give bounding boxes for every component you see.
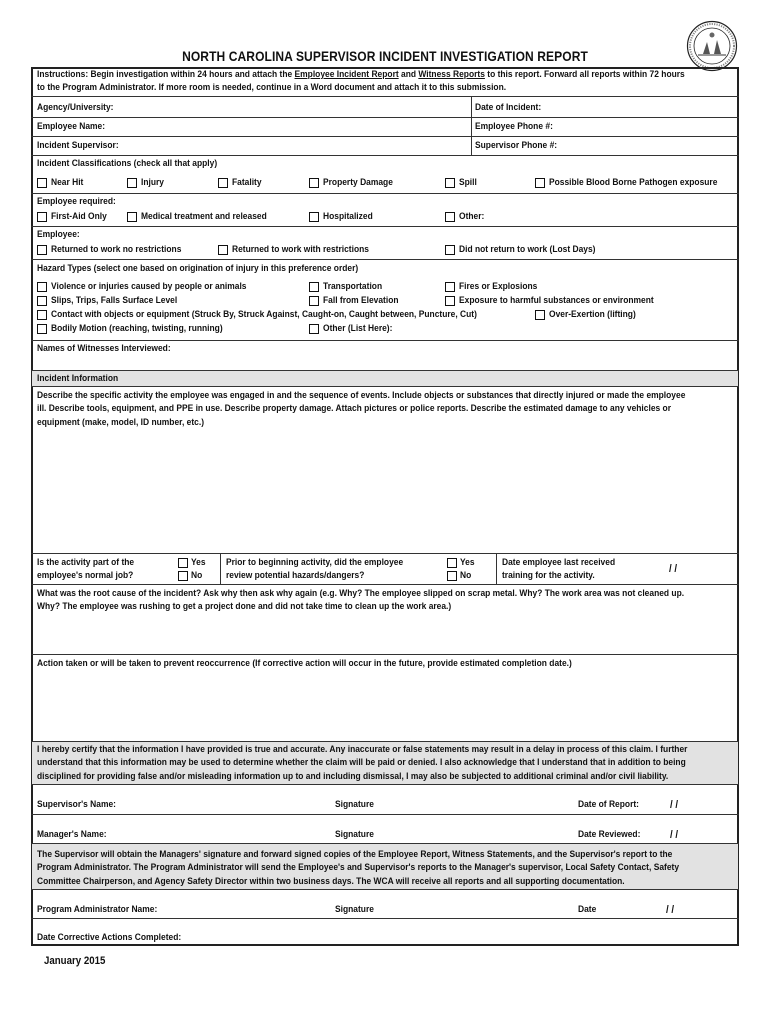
prompt-line: Describe the specific activity the employee was engaged in and the sequence of events. Include objects or substances that directly injured or made the employee <box>37 390 686 401</box>
fatality-label: Fatality <box>232 177 262 188</box>
statement-line: understand that this information may be used to determine whether the claim will be paid or denied. I also acknowledge that I understand that in addition to being <box>37 757 686 769</box>
statement-line: The Supervisor will obtain the Managers' signature and forward signed copies of the Employee Report, Witness Statements, and the Supervisor's report to the <box>37 849 673 860</box>
other-required-label: Other: <box>459 211 485 222</box>
normal-job-no-checkbox[interactable] <box>178 571 188 581</box>
transportation-checkbox[interactable] <box>309 282 319 292</box>
statement-line: Committee Chairperson, and Agency Safety Director within two business days. The WCA will receive all reports and all supporting documentation. <box>37 875 625 887</box>
fall-elevation-label: Fall from Elevation <box>323 295 399 306</box>
exposure-checkbox[interactable] <box>445 296 455 306</box>
date-reviewed-field[interactable]: Date Reviewed: <box>578 829 641 840</box>
witness-reports-link[interactable]: Witness Reports <box>418 69 485 80</box>
instructions <box>37 68 732 95</box>
overexertion-checkbox[interactable] <box>535 310 545 320</box>
property-damage-checkbox[interactable] <box>309 178 319 188</box>
agency-field[interactable]: Agency/University: <box>37 102 114 113</box>
instructions-text: to this report. Forward all reports within 72 hours <box>484 69 685 80</box>
spill-label: Spill <box>459 177 477 188</box>
fires-checkbox[interactable] <box>445 282 455 292</box>
bodily-motion-label: Bodily Motion (reaching, twisting, running) <box>51 323 223 334</box>
incident-supervisor-field[interactable]: Incident Supervisor: <box>37 140 119 151</box>
prompt-line: Why? The employee was rushing to get a project done and did not take time to clean up the work area.) <box>37 601 452 613</box>
certification-statement <box>37 743 732 783</box>
exposure-label: Exposure to harmful substances or environment <box>459 295 654 306</box>
first-aid-checkbox[interactable] <box>37 212 47 222</box>
other-hazard-checkbox[interactable] <box>309 324 319 334</box>
fall-elevation-checkbox[interactable] <box>309 296 319 306</box>
statement-line: disciplined for providing false and/or misleading information up to and including dismissal, I may also be subjected to additional criminal and/or civil liability. <box>37 770 669 782</box>
violence-label: Violence or injuries caused by people or animals <box>51 281 247 292</box>
property-damage-label: Property Damage <box>323 177 393 188</box>
review-hazards-yes-label: Yes <box>460 557 475 568</box>
forwarding-instructions <box>37 848 732 888</box>
program-admin-signature-field[interactable]: Signature <box>335 904 374 915</box>
question-line: Date employee last received <box>502 557 616 568</box>
first-aid-label: First-Aid Only <box>51 211 107 222</box>
question-line: employee's normal job? <box>37 570 134 582</box>
classifications-heading: Incident Classifications (check all that apply) <box>37 158 218 169</box>
other-required-checkbox[interactable] <box>445 212 455 222</box>
normal-job-yes-checkbox[interactable] <box>178 558 188 568</box>
program-admin-date-slashes: / / <box>666 904 675 916</box>
instructions-text: to the Program Administrator. If more room is needed, continue in a Word document and attach it to this submission. <box>37 82 507 94</box>
question-line: Prior to beginning activity, did the employee <box>226 557 404 568</box>
prompt-line: ill. Describe tools, equipment, and PPE in use. Describe property damage. Attach pictures or police reports. Describe the estimated damage to any vehicles or <box>37 403 672 415</box>
other-hazard-label: Other (List Here): <box>323 323 393 334</box>
fatality-checkbox[interactable] <box>218 178 228 188</box>
employee-phone-field[interactable]: Employee Phone #: <box>475 121 553 132</box>
bodily-motion-checkbox[interactable] <box>37 324 47 334</box>
transportation-label: Transportation <box>323 281 383 292</box>
violence-checkbox[interactable] <box>37 282 47 292</box>
contact-label: Contact with objects or equipment (Struck By, Struck Against, Caught-on, Caught between, Puncture, Cut) <box>51 309 477 320</box>
did-not-return-checkbox[interactable] <box>445 245 455 255</box>
normal-job-yes-label: Yes <box>191 557 206 568</box>
returned-with-restrictions-checkbox[interactable] <box>218 245 228 255</box>
hospitalized-checkbox[interactable] <box>309 212 319 222</box>
hazard-types-heading: Hazard Types (select one based on origination of injury in this preference order) <box>37 263 359 274</box>
returned-no-restrictions-checkbox[interactable] <box>37 245 47 255</box>
employee-status-heading: Employee: <box>37 229 80 240</box>
review-hazards-question <box>226 556 446 583</box>
review-hazards-yes-checkbox[interactable] <box>447 558 457 568</box>
state-seal-icon <box>686 20 738 72</box>
supervisor-signature-field[interactable]: Signature <box>335 799 374 810</box>
spill-checkbox[interactable] <box>445 178 455 188</box>
normal-job-no-label: No <box>191 570 203 581</box>
medical-treatment-checkbox[interactable] <box>127 212 137 222</box>
incident-description-prompt[interactable] <box>37 389 732 429</box>
hospitalized-label: Hospitalized <box>323 211 373 222</box>
review-hazards-no-checkbox[interactable] <box>447 571 457 581</box>
date-of-report-field[interactable]: Date of Report: <box>578 799 639 810</box>
employee-name-field[interactable]: Employee Name: <box>37 121 106 132</box>
training-date-field[interactable]: / / <box>669 563 678 575</box>
root-cause-prompt[interactable] <box>37 587 732 614</box>
statement-line: I hereby certify that the information I have provided is true and accurate. Any inaccurate or false statements may result in a delay in process of this claim. I further <box>37 744 688 755</box>
page-title: NORTH CAROLINA SUPERVISOR INCIDENT INVESTIGATION REPORT <box>182 48 588 64</box>
date-of-report-slashes: / / <box>670 799 679 811</box>
returned-no-restrictions-label: Returned to work no restrictions <box>51 244 182 255</box>
near-hit-checkbox[interactable] <box>37 178 47 188</box>
normal-job-question <box>37 556 195 583</box>
supervisor-name-field[interactable]: Supervisor's Name: <box>37 799 116 810</box>
medical-treatment-label: Medical treatment and released <box>141 211 267 222</box>
did-not-return-label: Did not return to work (Lost Days) <box>459 244 596 255</box>
program-admin-name-field[interactable]: Program Administrator Name: <box>37 904 158 915</box>
employee-incident-report-link[interactable]: Employee Incident Report <box>294 69 399 80</box>
returned-with-restrictions-label: Returned to work with restrictions <box>232 244 369 255</box>
corrective-actions-date-field[interactable]: Date Corrective Actions Completed: <box>37 932 182 943</box>
employee-required-heading: Employee required: <box>37 196 116 207</box>
manager-name-field[interactable]: Manager's Name: <box>37 829 107 840</box>
date-of-incident-field[interactable]: Date of Incident: <box>475 102 542 113</box>
supervisor-phone-field[interactable]: Supervisor Phone #: <box>475 140 558 151</box>
injury-label: Injury <box>141 177 164 188</box>
slips-checkbox[interactable] <box>37 296 47 306</box>
near-hit-label: Near Hit <box>51 177 84 188</box>
training-date-question <box>502 556 643 583</box>
incident-info-heading: Incident Information <box>37 373 119 384</box>
slips-label: Slips, Trips, Falls Surface Level <box>51 295 178 306</box>
prompt-line: What was the root cause of the incident? Ask why then ask why again (e.g. Why? The employee slipped on scrap metal. Why? The work area was not cleaned up. <box>37 588 685 599</box>
question-line: Is the activity part of the <box>37 557 135 568</box>
prompt-line: equipment (make, model, ID number, etc.) <box>37 416 205 428</box>
contact-checkbox[interactable] <box>37 310 47 320</box>
blood-borne-pathogen-checkbox[interactable] <box>535 178 545 188</box>
manager-signature-field[interactable]: Signature <box>335 829 374 840</box>
overexertion-label: Over-Exertion (lifting) <box>549 309 636 320</box>
fires-label: Fires or Explosions <box>459 281 538 292</box>
program-admin-date-field[interactable]: Date <box>578 904 597 915</box>
date-reviewed-slashes: / / <box>670 829 679 841</box>
question-line: training for the activity. <box>502 570 595 582</box>
injury-checkbox[interactable] <box>127 178 137 188</box>
revision-date: January 2015 <box>44 955 106 967</box>
witnesses-field[interactable]: Names of Witnesses Interviewed: <box>37 343 171 354</box>
instructions-text: Instructions: Begin investigation within 24 hours and attach the <box>37 69 295 80</box>
action-taken-prompt[interactable]: Action taken or will be taken to prevent reoccurrence (If corrective action will occur in the future, provide estimated completion date.) <box>37 658 572 669</box>
question-line: review potential hazards/dangers? <box>226 570 365 582</box>
instructions-text: and <box>398 69 419 80</box>
blood-borne-pathogen-label: Possible Blood Borne Pathogen exposure <box>549 177 718 188</box>
statement-line: Program Administrator. The Program Administrator will send the Employee's and Supervisor's reports to the Manager's supervisor, Local Safety Contact, Safety <box>37 862 680 874</box>
review-hazards-no-label: No <box>460 570 472 581</box>
